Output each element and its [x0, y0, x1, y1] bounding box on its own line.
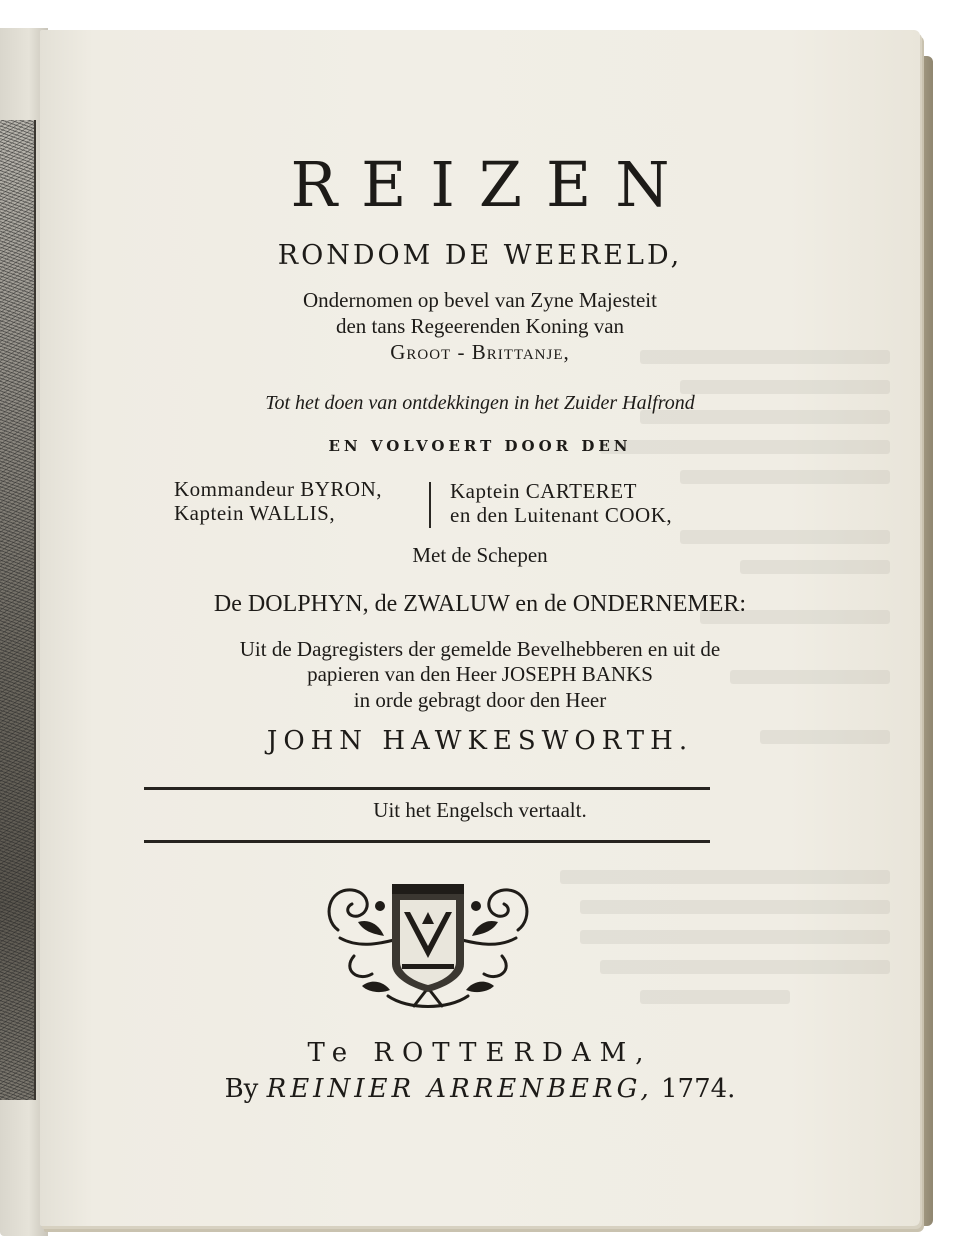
commander-carteret: Kaptein CARTERET [450, 479, 637, 503]
source-line-3: in orde gebragt door den Heer [353, 688, 607, 712]
commander-wallis: Kaptein WALLIS, [174, 501, 336, 525]
imprint-by: By [224, 1074, 259, 1104]
imprint-publisher: REINIER ARRENBERG, [266, 1074, 653, 1104]
source-line-1: Uit de Dagregisters der gemelde Bevelhebberen en uit de [239, 637, 721, 661]
rule-top [144, 787, 710, 790]
imprint-line [40, 1074, 920, 1104]
show-through-text [560, 870, 890, 884]
commander-divider [429, 482, 431, 528]
commission-line-1: Ondernomen op bevel van Zyne Majesteit [303, 288, 657, 312]
source-line-2: papieren van den Heer JOSEPH BANKS [307, 662, 653, 686]
show-through-text [680, 530, 890, 544]
title-page [40, 30, 920, 1226]
show-through-text [680, 470, 890, 484]
show-through-text [600, 960, 890, 974]
ships-line: De DOLPHYN, de ZWALUW en de ONDERNEMER: [213, 591, 747, 617]
translation-note: Uit het Engelsch vertaalt. [373, 798, 587, 822]
frontispiece-engraving [0, 120, 36, 1100]
commander-cook: en den Luitenant COOK, [450, 503, 673, 527]
imprint-year: 1774. [661, 1074, 736, 1104]
rule-bottom [144, 840, 710, 843]
commission-line-2: den tans Regeerenden Koning van [335, 314, 625, 338]
show-through-text [640, 990, 790, 1004]
show-through-text [580, 930, 890, 944]
show-through-text [580, 900, 890, 914]
place-of-publication: Te ROTTERDAM, [307, 1038, 653, 1068]
book-title: REIZEN [290, 148, 694, 221]
executed-by-line: EN VOLVOERT DOOR DEN [328, 437, 632, 455]
commission-line-3: Groot - Brittanje, [390, 340, 570, 364]
commander-byron: Kommandeur BYRON, [174, 477, 382, 501]
book-subtitle: RONDOM DE WEERELD, [277, 240, 683, 271]
purpose-line: Tot het doen van ontdekkingen in het Zuider Halfrond [265, 392, 695, 414]
ships-intro: Met de Schepen [412, 543, 548, 567]
author-name: JOHN HAWKESWORTH. [266, 726, 694, 756]
printers-device-ornament-icon [318, 878, 538, 1016]
